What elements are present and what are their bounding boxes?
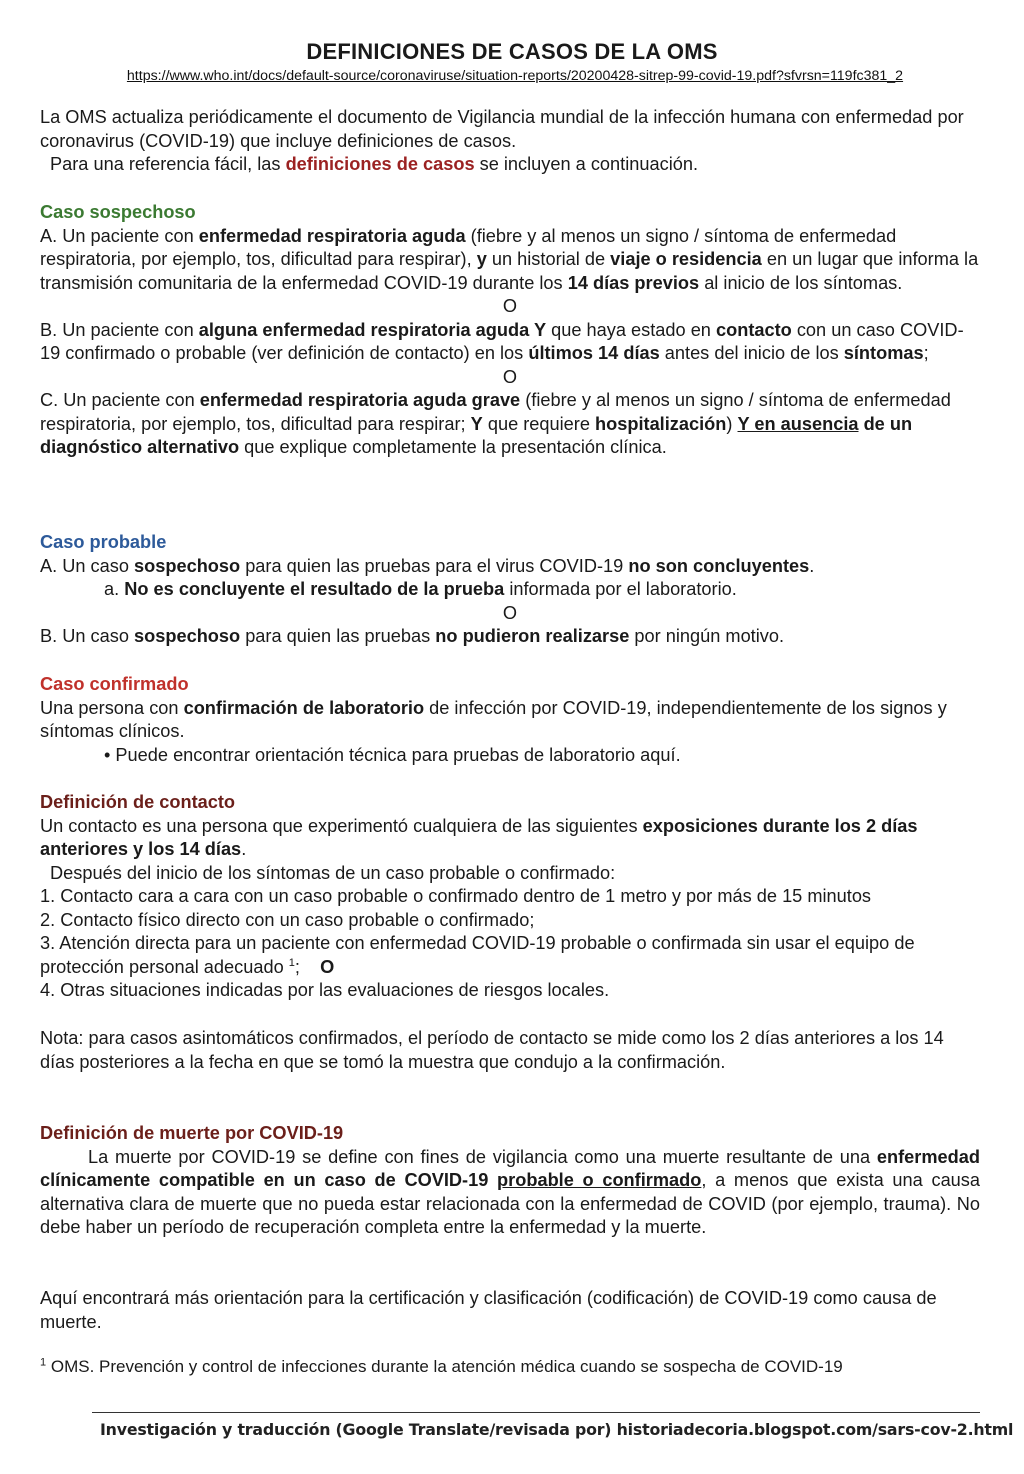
page-title: DEFINICIONES DE CASOS DE LA OMS: [306, 39, 718, 64]
intro-text: Para una referencia fácil, las: [50, 154, 286, 174]
probable-criterion-b: B. Un caso sospechoso para quien las pruebas no pudieron realizarse por ningún motivo.: [40, 626, 785, 646]
footer-credit: Investigación y traducción (Google Translate/revisada por) historiadecoria.blogspot.com/sars-cov-2.html: [100, 1420, 1014, 1439]
note-text: Nota: para casos asintomáticos confirmados, el período de contacto se mide como los 2 días anteriores a los 14 días posteriores a la fecha en que se tomó la muestra que condujo a la confirmación.: [40, 1028, 944, 1072]
intro-reference: [40, 153, 980, 177]
confirmed-heading: Caso confirmado: [40, 674, 189, 694]
contact-item-1: 1. Contacto cara a cara con un caso probable o confirmado dentro de 1 metro y por más de 15 minutos: [40, 886, 872, 906]
death-text: La muerte por COVID-19 se define con fines de vigilancia como una muerte resultante de una enfermedad clínicamente compatible en un caso de COVID-19 probable o confirmado, a menos que exista una causa alternativa clara de muerte que no pueda estar relacionada con la enfermedad de COVID (por ejemplo, trauma). No debe haber un período de recuperación completa entre la enfermedad y la muerte.: [40, 1146, 981, 1237]
footnote-ref: 1: [288, 956, 295, 969]
contact-section: [40, 791, 980, 1003]
or-separator: O: [502, 366, 518, 387]
death-section: [40, 1122, 980, 1240]
note-section: [40, 1027, 980, 1074]
death-heading: Definición de muerte por COVID-19: [40, 1123, 344, 1143]
suspected-criterion-a: A. Un paciente con enfermedad respiratoria aguda (fiebre y al menos un signo / síntoma de enfermedad respiratoria, por ejemplo, tos, dificultad para respirar), y un historial de viaje o residencia en un lugar que informa la transmisión comunitaria de la enfermedad COVID-19 durante los 14 días previos al inicio de los síntomas.: [40, 225, 979, 293]
intro-paragraph: La OMS actualiza periódicamente el documento de Vigilancia mundial de la infección humana con enfermedad por coronavirus (COVID-19) que incluye definiciones de casos.: [40, 107, 964, 151]
probable-heading: Caso probable: [40, 532, 167, 552]
intro-section: [40, 106, 980, 177]
probable-criterion-a: A. Un caso sospechoso para quien las pruebas para el virus COVID-19 no son concluyentes.: [40, 555, 815, 576]
intro-text: se incluyen a continuación.: [474, 154, 699, 174]
case-definitions-highlight: definiciones de casos: [285, 154, 475, 174]
probable-section: [40, 531, 980, 649]
probable-sub-a: a. No es concluyente el resultado de la prueba informada por el laboratorio.: [104, 579, 737, 599]
or-separator: O: [320, 956, 335, 977]
confirmed-text: Una persona con confirmación de laboratorio de infección por COVID-19, independientemente de los signos y síntomas clínicos.: [40, 697, 947, 741]
death-guidance-text: Aquí encontrará más orientación para la certificación y clasificación (codificación) de COVID-19 como causa de muerte.: [40, 1288, 937, 1332]
contact-text: Un contacto es una persona que experimentó cualquiera de las siguientes exposiciones durante los 2 días anteriores y los 14 días.: [40, 815, 918, 859]
footnote-mark: 1: [40, 1356, 47, 1369]
footer-divider: [92, 1412, 980, 1413]
suspected-section: [40, 201, 980, 460]
footnote-text: OMS. Prevención y control de infecciones durante la atención médica cuando se sospecha de COVID-19: [46, 1357, 843, 1376]
contact-lead: Después del inicio de los síntomas de un caso probable o confirmado:: [50, 862, 616, 883]
contact-item-3: 3. Atención directa para un paciente con enfermedad COVID-19 probable o confirmada sin usar el equipo de protección personal adecuado $^1$; O: [40, 933, 915, 977]
confirmed-section: [40, 673, 980, 767]
or-separator: O: [502, 602, 518, 623]
suspected-heading: Caso sospechoso: [40, 202, 196, 222]
suspected-criterion-c: C. Un paciente con enfermedad respiratoria aguda grave (fiebre y al menos un signo / síntoma de enfermedad respiratoria, por ejemplo, tos, dificultad para respirar; Y que requiere hospitalización) Y en ausencia de un diagnóstico alternativo que explique completamente la presentación clínica.: [40, 390, 951, 457]
footnote: [40, 1357, 1000, 1377]
death-guidance: [40, 1287, 980, 1334]
suspected-criterion-b: B. Un paciente con alguna enfermedad respiratoria aguda Y que haya estado en contacto con un caso COVID-19 confirmado o probable (ver definición de contacto) en los últimos 14 días antes del inicio de los síntomas;: [40, 319, 964, 363]
or-separator: O: [502, 296, 518, 316]
contact-item-2: 2. Contacto físico directo con un caso probable o confirmado;: [40, 909, 535, 930]
contact-heading: Definición de contacto: [40, 792, 236, 812]
source-link[interactable]: https://www.who.int/docs/default-source/coronaviruse/situation-reports/20200428-sitrep-99-covid-19.pdf?sfvrsn=119fc381_2: [126, 68, 904, 84]
confirmed-bullet: • Puede encontrar orientación técnica para pruebas de laboratorio aquí.: [104, 744, 681, 765]
contact-item-4: 4. Otras situaciones indicadas por las evaluaciones de riesgos locales.: [40, 980, 610, 1000]
